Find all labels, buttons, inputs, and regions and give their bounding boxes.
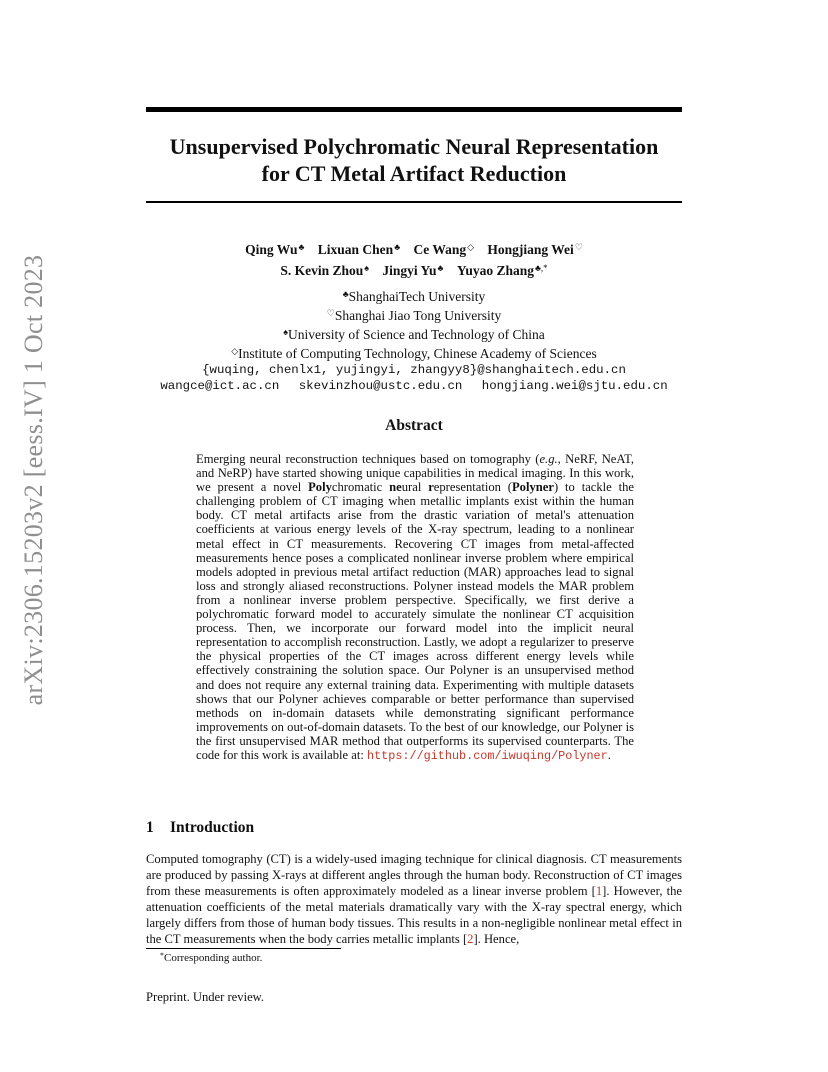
section-number: 1 bbox=[146, 819, 154, 836]
introduction-body: Computed tomography (CT) is a widely-used imaging technique for clinical diagnosis. CT measurements are produced by passing X-rays at different angles through the human body. Reconstruction of CT images from these measurements is often approximately modeled as a linear inverse problem [1]. However, the attenuation coefficients of the metal materials dramatically vary with the X-ray spectral energy, which largely differs from those of human body tissues. This results in a non-negligible nonlinear metal effect in the CT measurements when the body carries metallic implants [2]. Hence, bbox=[146, 852, 683, 946]
code-link[interactable]: https://github.com/iwuqing/Polyner bbox=[367, 748, 608, 763]
abstract-body: Emerging neural reconstruction techniques based on tomography (e.g., NeRF, NeAT, and NeRP) have started showing unique capabilities in medical imaging. In this work, we present a novel Polychromatic neural representation (Polyner) to tackle the challenging problem of CT imaging when metallic implants exist within the human body. CT metal artifacts arise from the drastic variation of metal's attenuation coefficients at various energy levels of the X-ray spectrum, leading to a nonlinear metal effect in CT measurements. Recovering CT images from metal-affected measurements hence poses a complicated nonlinear inverse problem where empirical models adopted in previous metal artifact reduction (MAR) approaches lead to signal loss and strongly aliased reconstructions. Polyner instead models the MAR problem from a nonlinear inverse problem perspective. Specifically, we first derive a polychromatic forward model to accurately simulate the nonlinear CT acquisition process. Then, we incorporate our forward model into the implicit neural representation to accomplish reconstruction. Lastly, we adopt a regularizer to preserve the physical properties of the CT images across different energy levels while effectively constraining the solution space. Our Polyner is an unsupervised method and does not require any external training data. Experimenting with multiple datasets shows that our Polyner achieves comparable or better performance than supervised methods on in-domain datasets while demonstrating significant performance improvements on out-of-domain datasets. To the best of our knowledge, our Polyner is the first unsupervised MAR method that outperforms its supervised counterparts. The code for this work is available at: https://github.com/iwuqing/Polyner. bbox=[196, 452, 635, 763]
section-heading bbox=[146, 819, 254, 837]
abstract-heading: Abstract bbox=[385, 417, 443, 434]
affiliation: ♡Shanghai Jiao Tong University bbox=[326, 308, 502, 323]
arxiv-id: arXiv:2306.15203v2 [eess.IV] 1 Oct 2023 bbox=[19, 254, 48, 706]
author: Lixuan Chen♣ bbox=[317, 242, 401, 257]
email: hongjiang.wei@sjtu.edu.cn bbox=[481, 379, 668, 393]
authors-row-2 bbox=[146, 259, 682, 280]
email: wangce@ict.ac.cn bbox=[160, 379, 280, 393]
title-line-2: for CT Metal Artifact Reduction bbox=[261, 161, 567, 186]
email-line-1: {wuqing, chenlx1, yujingyi, zhangyy8}@shanghaitech.edu.cn bbox=[202, 363, 626, 377]
title-line-1: Unsupervised Polychromatic Neural Representation bbox=[169, 134, 659, 159]
author: Yuyao Zhang♣,* bbox=[456, 263, 548, 278]
preprint-notice: Preprint. Under review. bbox=[146, 990, 265, 1004]
footnote-rule bbox=[146, 948, 341, 949]
author: Hongjiang Wei♡ bbox=[487, 242, 583, 257]
citation-link[interactable]: 2 bbox=[467, 932, 474, 946]
email: skevinzhou@ustc.edu.cn bbox=[298, 379, 463, 393]
author: Jingyi Yu♣ bbox=[382, 263, 444, 278]
author: Ce Wang◇ bbox=[413, 242, 475, 257]
author: S. Kevin Zhou♠ bbox=[280, 263, 370, 278]
footnote: *Corresponding author. bbox=[160, 951, 263, 964]
affiliation: ◇Institute of Computing Technology, Chinese Academy of Sciences bbox=[231, 346, 597, 361]
affiliation: ♣ShanghaiTech University bbox=[342, 289, 486, 304]
title-bottom-rule bbox=[146, 201, 682, 203]
authors bbox=[146, 238, 682, 280]
paper-title bbox=[146, 133, 682, 187]
citation-link[interactable]: 1 bbox=[595, 884, 603, 898]
affiliation: ♠University of Science and Technology of China bbox=[283, 327, 545, 342]
author: Qing Wu♣ bbox=[245, 242, 305, 257]
authors-row-1 bbox=[146, 238, 682, 259]
section-title: Introduction bbox=[170, 819, 255, 836]
title-top-rule bbox=[146, 107, 682, 112]
affiliations bbox=[146, 286, 682, 394]
email-line-2 bbox=[146, 378, 682, 394]
